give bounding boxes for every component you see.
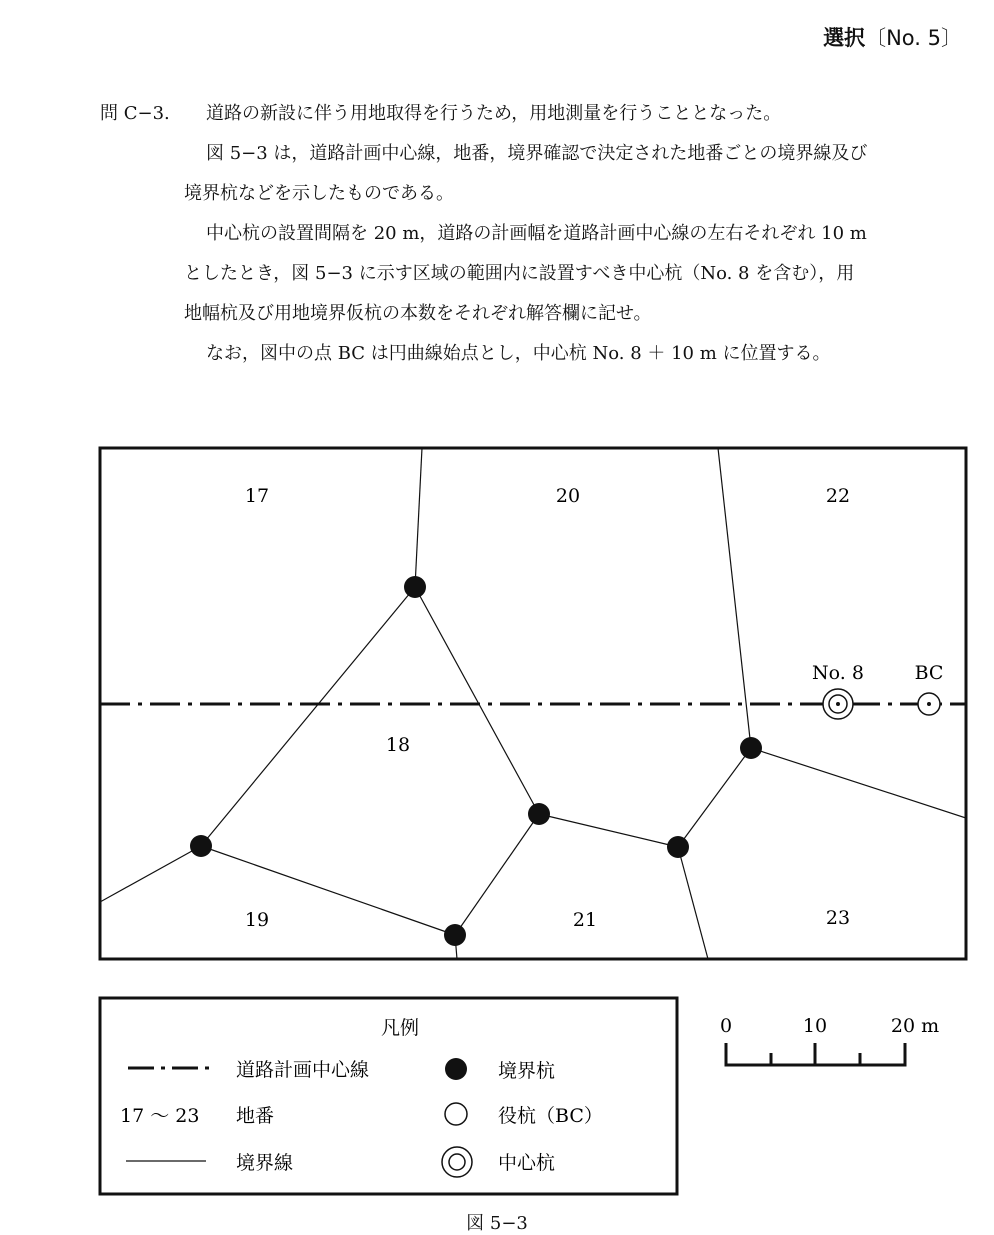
- boundary-stake: [528, 803, 550, 825]
- legend-boundary-stake-icon: [445, 1058, 467, 1080]
- boundary-stake: [667, 836, 689, 858]
- bc-stake: [918, 693, 940, 715]
- legend-role-stake-icon: [445, 1103, 467, 1125]
- boundary-stake: [190, 835, 212, 857]
- question-line-1: 問 C−3. 道路の新設に伴う用地取得を行うため，用地測量を行うこととなった。: [100, 94, 970, 134]
- parcel-numbers: [245, 485, 850, 931]
- scale-label-20: 20 m: [890, 1015, 940, 1037]
- legend-boundary-stake-label: 境界杭: [498, 1060, 556, 1082]
- parcel-number: 22: [825, 485, 851, 507]
- question-number: 問 C−3.: [100, 103, 170, 124]
- legend-title: 凡例: [380, 1017, 420, 1039]
- legend-parcel-label: 地番: [236, 1105, 275, 1127]
- legend-boundary-label: 境界線: [236, 1152, 294, 1174]
- boundary-stakes: [190, 576, 762, 946]
- parcel-number: 18: [385, 734, 411, 756]
- question-line-3: 境界杭などを示したものである。: [184, 183, 454, 204]
- section-number: 〔No. 5〕: [865, 26, 962, 50]
- scale-bar: [720, 1015, 939, 1065]
- legend-role-stake-label: 役杭（BC）: [498, 1105, 603, 1127]
- scale-label-0: 0: [719, 1015, 733, 1037]
- center-stake-no8: [823, 689, 853, 719]
- boundary-stake: [404, 576, 426, 598]
- legend-center-stake-icon: [442, 1147, 472, 1177]
- legend-parcel-range: 17 ～ 23: [120, 1105, 200, 1127]
- question-line-7: なお，図中の点 BC は円曲線始点とし，中心杭 No. 8 ＋ 10 m に位置する。: [206, 343, 831, 364]
- question-line-2: 図 5−3 は，道路計画中心線，地番，境界確認で決定された地番ごとの境界線及び: [206, 143, 868, 164]
- question-line-6: 地幅杭及び用地境界仮杭の本数をそれぞれ解答欄に記せ。: [184, 303, 652, 324]
- question-line-4: 中心杭の設置間隔を 20 m，道路の計画幅を道路計画中心線の左右それぞれ 10 m: [206, 223, 867, 244]
- parcel-number: 20: [555, 485, 581, 507]
- section-label: 選択: [823, 26, 866, 50]
- scale-label-10: 10: [802, 1015, 828, 1037]
- question-line-5: としたとき，図 5−3 に示す区域の範囲内に設置すべき中心杭（No. 8 を含む），用: [184, 263, 855, 284]
- no8-label: No. 8: [812, 662, 864, 684]
- legend: [100, 998, 677, 1194]
- boundary-stake: [444, 924, 466, 946]
- figure-caption: 図 5−3: [466, 1213, 528, 1234]
- parcel-number: 17: [244, 485, 270, 507]
- boundary-stake: [740, 737, 762, 759]
- legend-center-stake-label: 中心杭: [498, 1152, 556, 1174]
- parcel-number: 23: [825, 907, 851, 929]
- legend-centerline-label: 道路計画中心線: [236, 1059, 370, 1081]
- parcel-number: 19: [244, 909, 270, 931]
- parcel-number: 21: [572, 909, 598, 931]
- bc-label: BC: [914, 662, 944, 684]
